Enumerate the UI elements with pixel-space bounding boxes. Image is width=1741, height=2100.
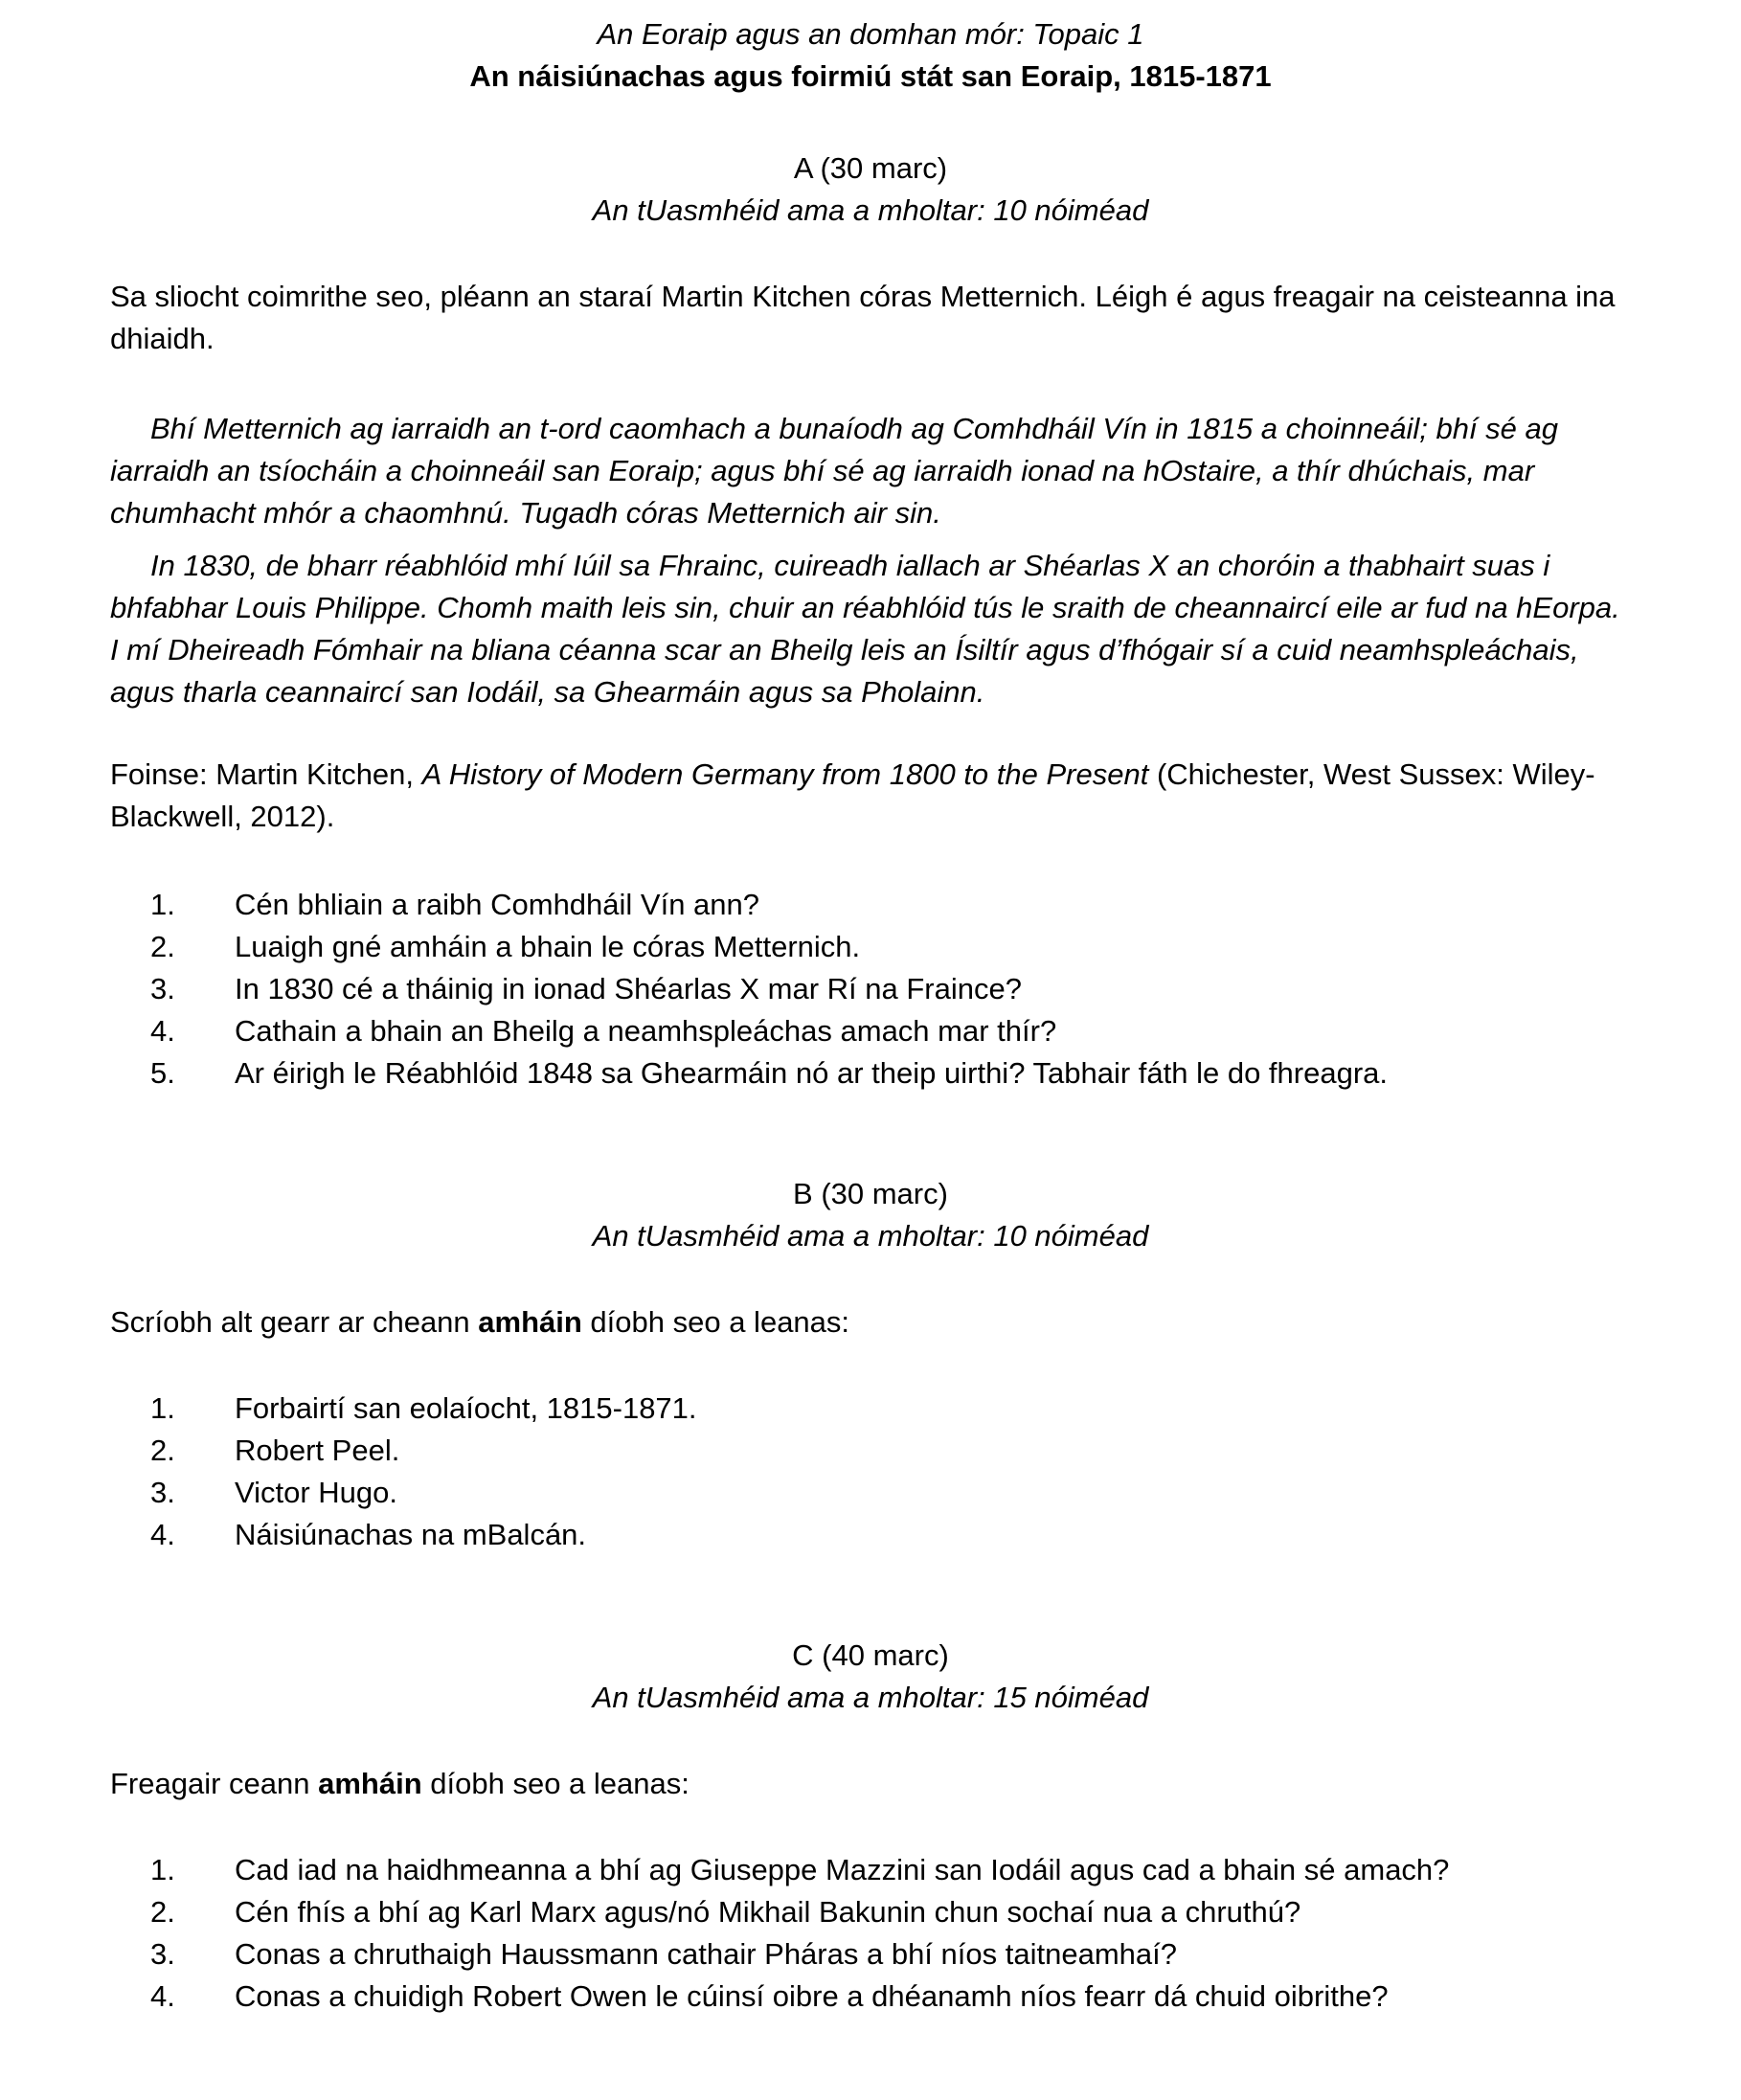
passage-paragraph-2: In 1830, de bharr réabhlóid mhí Iúil sa Fhrainc, cuireadh iallach ar Shéarlas X an choróin a thabhairt suas i bhfabhar Louis Philippe. Chomh maith leis sin, chuir an réabhlóid tús le sraith de cheannaircí eile ar fud na hEorpa. I mí Dheireadh Fómhair na bliana céanna scar an Bheilg leis an Ísiltír agus d’fhógair sí a cuid neamhspleáchais, agus tharla ceannaircí san Iodáil, sa Ghearmáin agus sa Pholainn.	[110, 549, 1620, 709]
section-c-heading: C (40 marc)	[792, 1638, 949, 1672]
topic-number: 1.	[150, 1391, 175, 1425]
section-a-heading: A (30 marc)	[793, 151, 948, 185]
section-b-topic-list	[110, 1388, 1631, 1556]
topic-row	[150, 1388, 1631, 1430]
source-citation-prefix: Foinse: Martin Kitchen,	[110, 757, 422, 791]
section-c-header	[110, 1635, 1631, 1719]
section-a-time-note: An tUasmhéid ama a mholtar: 10 nóiméad	[592, 193, 1149, 227]
topic-text: Forbairtí san eolaíocht, 1815-1871.	[235, 1391, 697, 1425]
exam-topic-title: An Eoraip agus an domhan mór: Topaic 1	[597, 17, 1144, 51]
question-text: Conas a chruthaigh Haussmann cathair Pháras a bhí níos taitneamhaí?	[235, 1937, 1177, 1971]
question-row	[150, 926, 1631, 968]
section-c-intro-bold: amháin	[318, 1767, 422, 1800]
question-row	[150, 884, 1631, 926]
question-row	[150, 1933, 1631, 1976]
question-text: Conas a chuidigh Robert Owen le cúinsí oibre a dhéanamh níos fearr dá chuid oibrithe?	[235, 1979, 1389, 2013]
question-number: 3.	[150, 1937, 175, 1971]
topic-number: 4.	[150, 1518, 175, 1551]
section-b-heading: B (30 marc)	[793, 1177, 948, 1210]
source-citation	[110, 754, 1631, 838]
section-b-intro	[110, 1301, 1631, 1344]
question-text: Ar éirigh le Réabhlóid 1848 sa Ghearmáin nó ar theip uirthi? Tabhair fáth le do fhreagra.	[235, 1056, 1389, 1090]
question-text: In 1830 cé a tháinig in ionad Shéarlas X mar Rí na Fraince?	[235, 972, 1022, 1005]
topic-row	[150, 1472, 1631, 1514]
section-a-question-list	[110, 884, 1631, 1095]
passage-paragraph-1: Bhí Metternich ag iarraidh an t-ord caomhach a bunaíodh ag Comhdháil Vín in 1815 a choinneáil; bhí sé ag iarraidh an tsíocháin a choinneáil san Eoraip; agus bhí sé ag iarraidh ionad na hOstaire, a thír dhúchais, mar chumhacht mhór a chaomhnú. Tugadh córas Metternich air sin.	[110, 412, 1559, 530]
section-a-intro: Sa sliocht coimrithe seo, pléann an staraí Martin Kitchen córas Metternich. Léigh é agus freagair na ceisteanna ina dhiaidh.	[110, 280, 1616, 355]
topic-number: 2.	[150, 1434, 175, 1467]
section-b-intro-suffix: díobh seo a leanas:	[581, 1305, 850, 1339]
section-c-time-note: An tUasmhéid ama a mholtar: 15 nóiméad	[592, 1681, 1149, 1714]
section-b-header	[110, 1173, 1631, 1257]
topic-text: Náisiúnachas na mBalcán.	[235, 1518, 587, 1551]
section-c-question-list	[110, 1849, 1631, 2018]
question-text: Luaigh gné amháin a bhain le córas Metternich.	[235, 930, 861, 963]
question-number: 4.	[150, 1979, 175, 2013]
section-c-intro-prefix: Freagair ceann	[110, 1767, 319, 1800]
question-number: 3.	[150, 972, 175, 1005]
question-row	[150, 1976, 1631, 2018]
question-number: 1.	[150, 1853, 175, 1886]
source-citation-suffix: (Chichester, West Sussex: Wiley-Blackwell, 2012).	[110, 757, 1595, 833]
section-a-header	[110, 147, 1631, 232]
question-number: 4.	[150, 1014, 175, 1048]
topic-number: 3.	[150, 1476, 175, 1509]
exam-main-title: An náisiúnachas agus foirmiú stát san Eoraip, 1815-1871	[469, 59, 1272, 93]
section-c-intro-suffix: díobh seo a leanas:	[421, 1767, 690, 1800]
topic-text: Victor Hugo.	[235, 1476, 398, 1509]
question-text: Cathain a bhain an Bheilg a neamhspleáchas amach mar thír?	[235, 1014, 1057, 1048]
question-text: Cén fhís a bhí ag Karl Marx agus/nó Mikhail Bakunin chun sochaí nua a chruthú?	[235, 1895, 1301, 1929]
question-row	[150, 1010, 1631, 1052]
question-number: 5.	[150, 1056, 175, 1090]
topic-row	[150, 1430, 1631, 1472]
section-b-time-note: An tUasmhéid ama a mholtar: 10 nóiméad	[592, 1219, 1149, 1253]
question-text: Cad iad na haidhmeanna a bhí ag Giuseppe Mazzini san Iodáil agus cad a bhain sé amach?	[235, 1853, 1450, 1886]
exam-title-block	[110, 13, 1631, 98]
section-c-intro	[110, 1763, 1631, 1805]
question-row	[150, 968, 1631, 1010]
question-number: 2.	[150, 930, 175, 963]
source-citation-book-title: A History of Modern Germany from 1800 to the Present	[421, 757, 1149, 791]
topic-text: Robert Peel.	[235, 1434, 400, 1467]
question-row	[150, 1891, 1631, 1933]
topic-row	[150, 1514, 1631, 1556]
question-number: 1.	[150, 888, 175, 921]
section-b-intro-bold: amháin	[478, 1305, 582, 1339]
question-row	[150, 1849, 1631, 1891]
question-number: 2.	[150, 1895, 175, 1929]
question-row	[150, 1052, 1631, 1095]
section-b-intro-prefix: Scríobh alt gearr ar cheann	[110, 1305, 479, 1339]
source-passage	[110, 408, 1631, 713]
question-text: Cén bhliain a raibh Comhdháil Vín ann?	[235, 888, 760, 921]
